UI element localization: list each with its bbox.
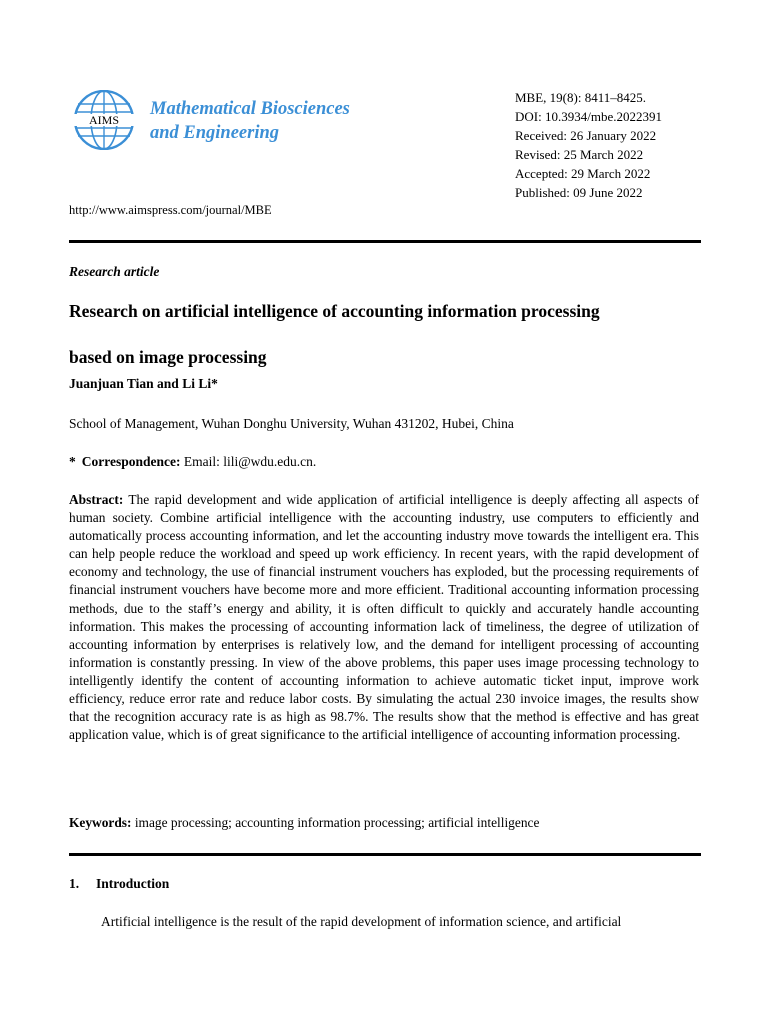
- correspondence-email[interactable]: Email: lili@wdu.edu.cn.: [180, 454, 317, 469]
- aims-globe-icon: [70, 90, 142, 150]
- correspondence-star: *: [69, 454, 76, 469]
- published-date: Published: 09 June 2022: [515, 185, 643, 200]
- section-title: Introduction: [96, 876, 170, 891]
- correspondence: [69, 454, 316, 470]
- abstract-label: Abstract:: [69, 492, 124, 507]
- title-line2: based on image processing: [69, 347, 267, 367]
- abstract: [69, 491, 699, 744]
- title-line1: Research on artificial intelligence of accounting information processing: [69, 301, 600, 321]
- article-type: Research article: [69, 264, 160, 279]
- accepted-date: Accepted: 29 March 2022: [515, 166, 651, 181]
- article-title: [69, 288, 709, 380]
- received-date: Received: 26 January 2022: [515, 128, 657, 143]
- keywords-text: image processing; accounting information processing; artificial intelligence: [131, 815, 540, 830]
- abstract-text: The rapid development and wide application of artificial intelligence is deeply affecting all aspects of human society. Combine artificial intelligence with the accounting industry, use computers to efficiently and automatically process accounting information, and let the accounting industry move towards the intelligent era. This can help people reduce the workload and speed up work efficiency. In recent years, with the rapid development of economy and technology, the use of financial instrument vouchers has exploded, but the processing requirements of financial instrument vouchers have become more and more efficient. Traditional accounting information processing methods, due to the staff’s energy and ability, it is often difficult to quickly and accurately handle accounting information. This makes the processing of accounting information lack of timeliness, the degree of utilization of accounting information by enterprises is relatively low, and the demand for intelligent processing of accounting information is constantly pressing. In view of the above problems, this paper uses image processing technology to intelligently identify the content of accounting information to achieve automatic ticket input, improve work efficiency, reduce error rate and reduce labor costs. By simulating the actual 230 invoice images, the results show that the recognition accuracy rate is as high as 98.7%. The results show that the method is effective and has great application value, which is of great significance to the artificial intelligence of accounting information processing.: [69, 492, 699, 743]
- journal-name-line2: and Engineering: [150, 123, 280, 143]
- abstract-divider: [69, 853, 701, 856]
- article-meta: [515, 88, 715, 202]
- citation: MBE, 19(8): 8411–8425.: [515, 90, 646, 105]
- journal-url-link[interactable]: http://www.aimspress.com/journal/MBE: [69, 203, 272, 217]
- header-divider: [69, 240, 701, 243]
- svg-text:AIMS: AIMS: [88, 113, 120, 127]
- journal-name-line1: Mathematical Biosciences: [150, 99, 350, 119]
- affiliation: School of Management, Wuhan Donghu University, Wuhan 431202, Hubei, China: [69, 416, 514, 431]
- authors: Juanjuan Tian and Li Li*: [69, 376, 218, 391]
- keywords-label: Keywords:: [69, 815, 132, 830]
- intro-paragraph: Artificial intelligence is the result of the rapid development of information science, and artificial: [101, 914, 622, 929]
- journal-logo: [70, 90, 400, 150]
- correspondence-label: Correspondence:: [81, 454, 181, 469]
- keywords: [69, 815, 539, 831]
- revised-date: Revised: 25 March 2022: [515, 147, 644, 162]
- section-number: 1.: [69, 876, 80, 891]
- section-heading: [69, 876, 169, 892]
- doi[interactable]: DOI: 10.3934/mbe.2022391: [515, 109, 662, 124]
- journal-name: [150, 97, 410, 145]
